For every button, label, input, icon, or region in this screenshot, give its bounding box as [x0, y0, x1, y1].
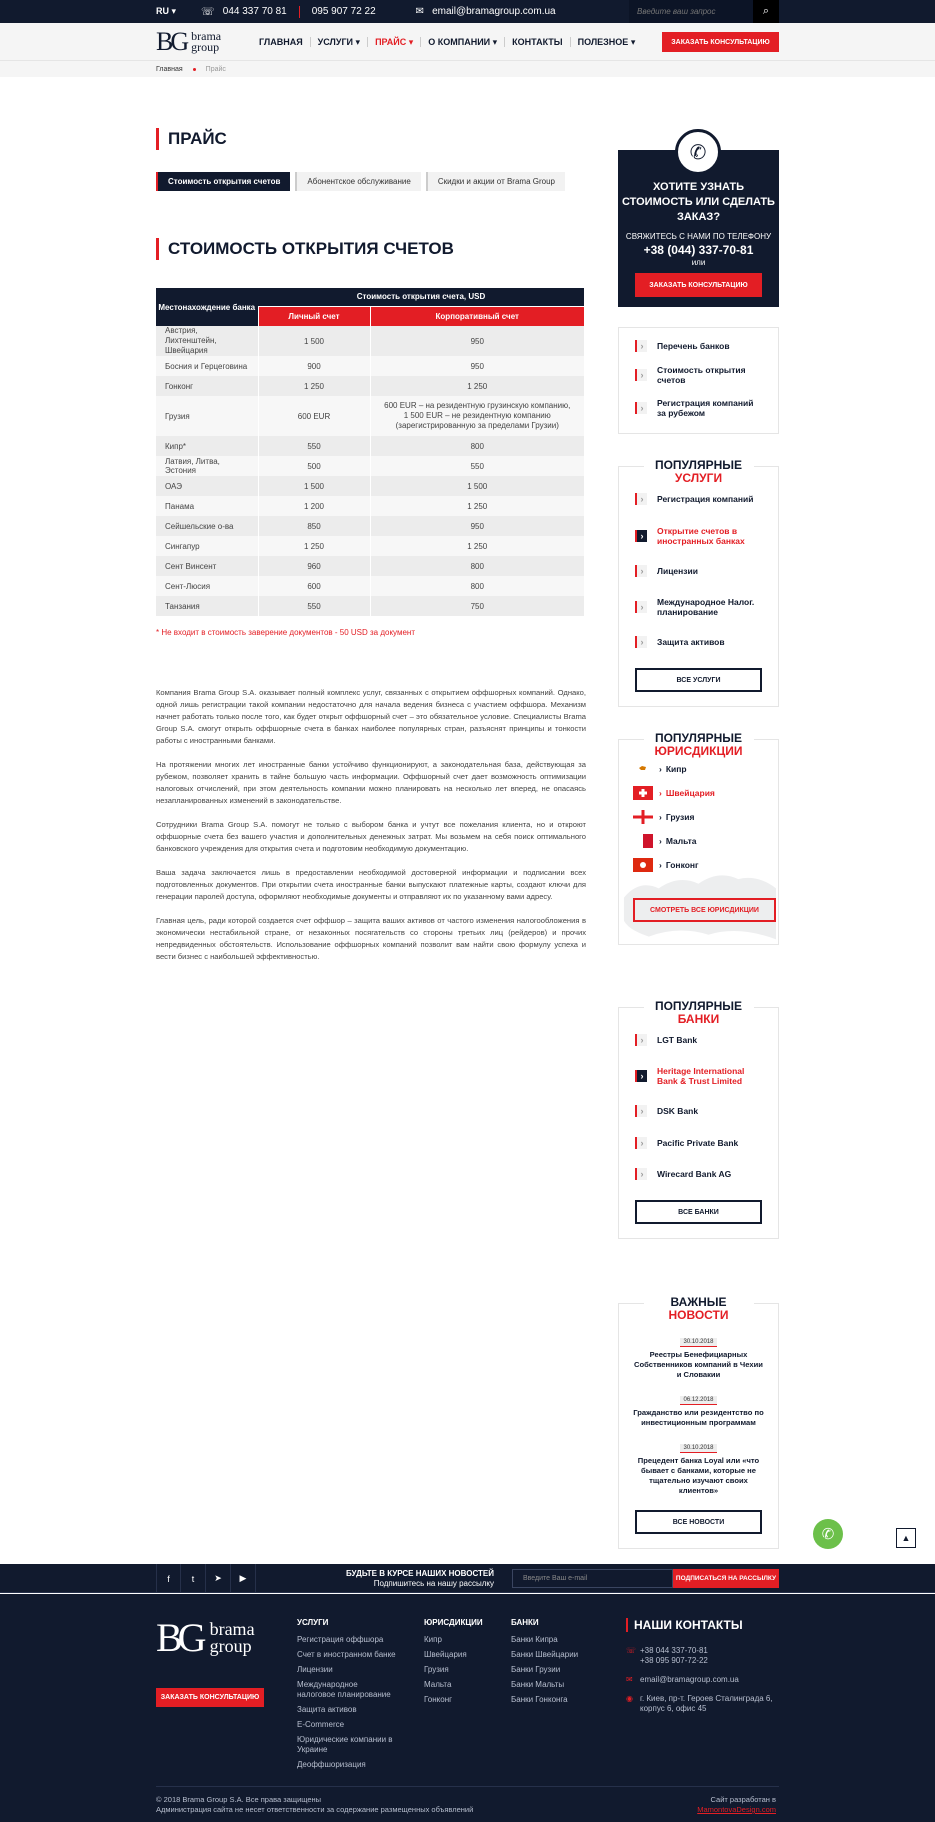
- col-personal-header: Личный счет: [258, 306, 370, 326]
- news-date: 30.10.2018: [680, 1444, 716, 1453]
- news-headline[interactable]: Гражданство или резидентство по инвестиционным программам: [633, 1408, 764, 1427]
- footer-consultation-button[interactable]: ЗАКАЗАТЬ КОНСУЛЬТАЦИЮ: [156, 1688, 264, 1707]
- chevron-right-icon: ›: [635, 565, 647, 577]
- table-row: [156, 516, 584, 536]
- breadcrumb-separator: [193, 68, 196, 71]
- popular-banks-title: ПОПУЛЯРНЫЕ БАНКИ: [644, 1000, 754, 1026]
- footer: [0, 1594, 935, 1822]
- cell-personal: 1 250: [258, 376, 370, 396]
- footer-link[interactable]: Юридические компании в Украине: [297, 1735, 393, 1754]
- side-link-registration[interactable]: › Регистрация компаний за рубежом: [635, 398, 762, 418]
- cell-location: Панама: [156, 496, 258, 516]
- side-link-account-cost[interactable]: › Стоимость открытия счетов: [635, 365, 762, 385]
- cell-location: ОАЭ: [156, 476, 258, 496]
- footer-link[interactable]: Счет в иностранном банке: [297, 1650, 396, 1659]
- cell-corporate: 1 250: [370, 496, 584, 516]
- footer-link[interactable]: Гонконг: [424, 1695, 453, 1704]
- service-item[interactable]: › Международное Налог. планирование: [635, 597, 762, 617]
- cell-corporate: 1 500: [370, 476, 584, 496]
- order-consultation-button[interactable]: ЗАКАЗАТЬ КОНСУЛЬТАЦИЮ: [662, 32, 779, 52]
- menu: [252, 37, 642, 47]
- popular-jurisdictions-box: [618, 731, 779, 945]
- footer-services: [297, 1618, 397, 1775]
- cyprus-flag-icon: [633, 762, 653, 776]
- chevron-right-icon: ›: [635, 340, 647, 352]
- col-corporate-header: Корпоративный счет: [370, 306, 584, 326]
- phone-2[interactable]: 095 907 72 22: [311, 6, 376, 17]
- telegram-icon[interactable]: ➤: [206, 1564, 231, 1593]
- news-date: 30.10.2018: [680, 1338, 716, 1347]
- footer-link[interactable]: Банки Кипра: [511, 1635, 558, 1644]
- youtube-icon[interactable]: ▶: [231, 1564, 256, 1593]
- chevron-right-icon: ›: [635, 402, 647, 414]
- table-row: [156, 556, 584, 576]
- table-row: [156, 436, 584, 456]
- nav-item-contacts[interactable]: КОНТАКТЫ: [505, 37, 570, 47]
- all-services-button[interactable]: ВСЕ УСЛУГИ: [635, 668, 762, 692]
- footer-address: ◉ г. Киев, пр-т. Героев Сталинграда 6, корпус 6, офис 45: [626, 1694, 773, 1713]
- table-row: [156, 376, 584, 396]
- cell-corporate: 800: [370, 556, 584, 576]
- bank-item[interactable]: › LGT Bank: [635, 1034, 762, 1046]
- footer-link[interactable]: Деоффшоризация: [297, 1760, 366, 1769]
- phone-icon: ☏: [201, 6, 215, 18]
- service-item-active[interactable]: › Открытие счетов в иностранных банках: [635, 526, 762, 546]
- copyright: © 2018 Brama Group S.A. Все права защищены Администрация сайта не несет ответственности за содержание размещенных объявлений: [156, 1795, 474, 1814]
- cell-corporate: 950: [370, 516, 584, 536]
- table-row: [156, 356, 584, 376]
- footer-logo[interactable]: [156, 1615, 255, 1660]
- search-button[interactable]: [753, 0, 779, 23]
- developer-link[interactable]: MamontovaDesign.com: [697, 1805, 776, 1814]
- twitter-icon[interactable]: t: [181, 1564, 206, 1593]
- jurisdiction-cyprus[interactable]: › Кипр: [633, 762, 764, 776]
- cell-corporate: 750: [370, 596, 584, 616]
- malta-flag-icon: [633, 834, 653, 848]
- scroll-to-top-button[interactable]: [896, 1528, 916, 1548]
- cell-personal: 600: [258, 576, 370, 596]
- footer-link[interactable]: Защита активов: [297, 1705, 357, 1714]
- table-row: [156, 536, 584, 556]
- side-links-box: [618, 327, 779, 434]
- chevron-right-icon: ›: [635, 1105, 647, 1117]
- footer-jurisdictions: [424, 1618, 504, 1710]
- mail-icon: ✉: [626, 1675, 633, 1684]
- cell-personal: 850: [258, 516, 370, 536]
- mail-icon: ✉: [415, 6, 425, 17]
- nav-item-home[interactable]: ГЛАВНАЯ: [252, 37, 311, 47]
- cta-consultation-button[interactable]: ЗАКАЗАТЬ КОНСУЛЬТАЦИЮ: [635, 273, 762, 297]
- cell-personal: 500: [258, 456, 370, 476]
- cta-title: ХОТИТЕ УЗНАТЬ СТОИМОСТЬ ИЛИ СДЕЛАТЬ ЗАКАЗ?: [622, 181, 775, 223]
- chevron-right-icon: ›: [635, 636, 647, 648]
- nav-item-price[interactable]: ПРАЙС ▾: [368, 37, 421, 47]
- breadcrumb: [0, 61, 935, 77]
- facebook-icon[interactable]: f: [156, 1564, 181, 1593]
- footer-link[interactable]: Банки Швейцарии: [511, 1650, 579, 1659]
- footer-link[interactable]: Международное налоговое планирование: [297, 1680, 391, 1699]
- news-headline[interactable]: Реестры Бенефициарных Собственников компаний в Чехии и Словакии: [634, 1350, 763, 1379]
- cell-location: Кипр*: [156, 436, 258, 456]
- table-row: [156, 596, 584, 616]
- col-location-header: Местонахождение банка: [156, 288, 258, 326]
- cell-corporate: 600 EUR – на резидентную грузинскую компанию, 1 500 EUR – не резидентную компанию (зарегистрированную за пределами Грузии): [370, 396, 584, 436]
- search-icon: ⌕: [762, 5, 770, 17]
- popular-services-box: [618, 458, 779, 707]
- footer-link[interactable]: Банки Грузии: [511, 1665, 561, 1674]
- footer-services-heading: УСЛУГИ: [297, 1618, 329, 1627]
- cell-location: Сент Винсент: [156, 556, 258, 576]
- footer-banks-heading: БАНКИ: [511, 1618, 539, 1627]
- cell-personal: 960: [258, 556, 370, 576]
- popular-banks-box: [618, 999, 779, 1239]
- tab-account-cost[interactable]: Стоимость открытия счетов: [156, 172, 290, 191]
- nav-item-about[interactable]: О КОМПАНИИ ▾: [421, 37, 505, 47]
- cell-personal: 550: [258, 596, 370, 616]
- georgia-flag-icon: [633, 810, 653, 824]
- table-row: [156, 326, 584, 356]
- chevron-up-icon: ▲: [901, 1533, 911, 1543]
- footer-link[interactable]: Швейцария: [424, 1650, 467, 1659]
- cell-corporate: 1 250: [370, 376, 584, 396]
- logo-text: brama group: [209, 1619, 255, 1656]
- breadcrumb-home[interactable]: Главная: [156, 65, 183, 73]
- footer-banks: [511, 1618, 601, 1710]
- footer-contacts: [626, 1618, 786, 1723]
- news-item[interactable]: [633, 1436, 764, 1496]
- jurisdiction-switzerland[interactable]: › Швейцария: [633, 786, 764, 800]
- cell-location: Танзания: [156, 596, 258, 616]
- search-input[interactable]: [629, 0, 753, 23]
- table-row: [156, 496, 584, 516]
- search-form: [629, 0, 779, 23]
- footer-link[interactable]: Кипр: [424, 1635, 442, 1644]
- bank-item-active[interactable]: › Heritage International Bank & Trust Limited: [635, 1066, 762, 1086]
- cell-location: Сингапур: [156, 536, 258, 556]
- footer-link[interactable]: Мальта: [424, 1680, 452, 1689]
- paragraph: Компания Brama Group S.A. оказывает полный комплекс услуг, связанных с открытием оффшорных компаний. Однако, одной лишь регистрации такой компании недостаточно для начала ведения бизнеса с участием оффшора. Механизм начнет работать только после того, как будет открыт оффшорный счет – это обязательное условие. Специалисты Brama Group S.A. смогут открыть оффшорные счета в банках наиболее популярных стран, разъяснят принципы и тонкости работы с иностранными банками.: [156, 688, 586, 745]
- cell-location: Гонконг: [156, 376, 258, 396]
- table-row: [156, 576, 584, 596]
- main-nav: [0, 23, 935, 61]
- location-icon: ◉: [626, 1694, 633, 1703]
- popular-services-title: ПОПУЛЯРНЫЕ УСЛУГИ: [644, 459, 754, 485]
- paragraph: Ваша задача заключается лишь в предоставлении необходимой достоверной информации и подписании всех подготовленных документов. При открытии счета иностранные банки выпускают платежные карты, создают ключи для генерации паролей доступа, оформляют необходимые документы и отправляют их по указанному вами адресу.: [156, 868, 586, 901]
- footer-jurisdictions-heading: ЮРИСДИКЦИИ: [424, 1618, 483, 1627]
- subscribe-bar: [0, 1564, 935, 1593]
- bank-item[interactable]: › DSK Bank: [635, 1105, 762, 1117]
- all-jurisdictions-button[interactable]: СМОТРЕТЬ ВСЕ ЮРИСДИКЦИИ: [633, 898, 776, 922]
- news-date: 06.12.2018: [680, 1396, 716, 1405]
- language-switcher[interactable]: RU ▾: [156, 6, 177, 16]
- cell-personal: 600 EUR: [258, 396, 370, 436]
- page-title: ПРАЙС: [156, 128, 586, 150]
- nav-item-useful[interactable]: ПОЛЕЗНОЕ ▾: [577, 37, 636, 47]
- footer-email[interactable]: ✉ email@bramagroup.com.ua: [626, 1675, 739, 1684]
- bank-item[interactable]: › Pacific Private Bank: [635, 1137, 762, 1149]
- cell-location: Латвия, Литва, Эстония: [156, 456, 258, 476]
- chevron-right-icon: ›: [635, 601, 647, 613]
- developer-credit: Сайт разработан в MamontovaDesign.com: [697, 1795, 776, 1814]
- call-back-button[interactable]: [813, 1519, 843, 1549]
- email-link[interactable]: ✉ email@bramagroup.com.ua: [415, 6, 556, 17]
- cell-personal: 550: [258, 436, 370, 456]
- phone-1[interactable]: ☏ 044 337 70 81: [201, 6, 287, 18]
- top-bar: [0, 0, 935, 23]
- news-title: ВАЖНЫЕ НОВОСТИ: [644, 1296, 754, 1322]
- hongkong-flag-icon: [633, 858, 653, 872]
- cta-subtitle: СВЯЖИТЕСЬ С НАМИ ПО ТЕЛЕФОНУ: [625, 232, 772, 241]
- logo[interactable]: [156, 29, 252, 55]
- footer-link[interactable]: E-Commerce: [297, 1720, 345, 1729]
- cell-personal: 1 200: [258, 496, 370, 516]
- article-text: [156, 687, 586, 963]
- footer-link[interactable]: Грузия: [424, 1665, 449, 1674]
- cell-corporate: 800: [370, 576, 584, 596]
- tab-discounts[interactable]: Скидки и акции от Brama Group: [426, 172, 565, 191]
- switzerland-flag-icon: [633, 786, 653, 800]
- footer-contacts-heading: НАШИ КОНТАКТЫ: [626, 1618, 786, 1632]
- phone-icon: ☏: [626, 1646, 637, 1655]
- cell-location: Австрия, Лихтенштейн, Швейцария: [156, 326, 258, 356]
- jurisdiction-malta[interactable]: › Мальта: [633, 834, 764, 848]
- all-banks-button[interactable]: ВСЕ БАНКИ: [635, 1200, 762, 1224]
- subscribe-email-input[interactable]: Введите Ваш e-mail: [512, 1569, 673, 1588]
- cell-location: Сент-Люсия: [156, 576, 258, 596]
- cell-corporate: 800: [370, 436, 584, 456]
- footer-phones[interactable]: ☏ +38 044 337-70-81 +38 095 907-72-22: [626, 1646, 708, 1665]
- cta-or: или: [691, 258, 706, 267]
- footer-link[interactable]: Регистрация оффшора: [297, 1635, 384, 1644]
- tabs: [156, 172, 586, 191]
- price-table: [156, 288, 584, 616]
- news-item[interactable]: [633, 1330, 764, 1380]
- chevron-right-icon: ›: [635, 530, 647, 542]
- table-row: [156, 456, 584, 476]
- cell-corporate: 1 250: [370, 536, 584, 556]
- cell-personal: 1 250: [258, 536, 370, 556]
- footer-divider: [156, 1786, 779, 1787]
- logo-text: brama group: [191, 29, 222, 54]
- nav-item-services[interactable]: УСЛУГИ ▾: [311, 37, 368, 47]
- section-title: СТОИМОСТЬ ОТКРЫТИЯ СЧЕТОВ: [156, 238, 586, 260]
- cta-phone[interactable]: +38 (044) 337-70-81: [643, 243, 754, 257]
- service-item[interactable]: › Лицензии: [635, 565, 762, 577]
- breadcrumb-current: Прайс: [205, 65, 226, 73]
- cell-location: Босния и Герцеговина: [156, 356, 258, 376]
- news-item[interactable]: [633, 1388, 764, 1428]
- popular-jurisdictions-title: ПОПУЛЯРНЫЕ ЮРИСДИКЦИИ: [644, 732, 754, 758]
- cell-personal: 1 500: [258, 326, 370, 356]
- chevron-right-icon: ›: [635, 1034, 647, 1046]
- service-item[interactable]: › Защита активов: [635, 636, 762, 648]
- side-link-banks[interactable]: › Перечень банков: [635, 340, 762, 352]
- all-news-button[interactable]: ВСЕ НОВОСТИ: [635, 1510, 762, 1534]
- cell-corporate: 550: [370, 456, 584, 476]
- footer-link[interactable]: Лицензии: [297, 1665, 333, 1674]
- logo-mark: BG: [156, 27, 187, 56]
- chevron-right-icon: ›: [635, 1070, 647, 1082]
- divider: [299, 6, 300, 18]
- phone-icon: ✆: [675, 129, 721, 175]
- subscribe-button[interactable]: ПОДПИСАТЬСЯ НА РАССЫЛКУ: [673, 1569, 779, 1588]
- paragraph: На протяжении многих лет иностранные банки устойчиво функционируют, а законодательная база, действующая за рубежом, позволяет хранить в тайне большую часть информации. Оффшорный счет дает возможность оптимизации налоговых отчислений, при этом деятельность компании можно планировать на несколько лет вперед, не опасаясь незапланированных изменений в законодательстве.: [156, 760, 586, 805]
- cell-corporate: 950: [370, 326, 584, 356]
- sidebar: [618, 141, 779, 1549]
- chevron-right-icon: ›: [635, 1137, 647, 1149]
- footer-link[interactable]: Банки Гонконга: [511, 1695, 568, 1704]
- paragraph: Сотрудники Brama Group S.A. помогут не только с выбором банка и учтут все пожелания клиента, но и откроют оффшорные счета без вашего участия и дополнительных денежных затрат. Мы возьмем на себя поиск оптимального банковского учреждения для открытия счета и подготовим необходимую документацию.: [156, 820, 586, 853]
- cell-location: Грузия: [156, 396, 258, 436]
- cell-location: Сейшельские о-ва: [156, 516, 258, 536]
- chevron-right-icon: ›: [635, 1168, 647, 1180]
- cta-box: [618, 141, 779, 307]
- col-cost-header: Стоимость открытия счета, USD: [258, 288, 584, 306]
- tab-subscription[interactable]: Абонентское обслуживание: [295, 172, 420, 191]
- bank-item[interactable]: › Wirecard Bank AG: [635, 1168, 762, 1180]
- jurisdiction-hongkong[interactable]: › Гонконг: [633, 858, 764, 872]
- table-row: [156, 396, 584, 436]
- service-item[interactable]: › Регистрация компаний: [635, 493, 762, 505]
- main-content: [156, 128, 586, 975]
- logo-mark: BG: [156, 1615, 202, 1660]
- cell-personal: 1 500: [258, 476, 370, 496]
- jurisdiction-georgia[interactable]: › Грузия: [633, 810, 764, 824]
- cell-personal: 900: [258, 356, 370, 376]
- footer-link[interactable]: Банки Мальты: [511, 1680, 565, 1689]
- cell-corporate: 950: [370, 356, 584, 376]
- news-box: [618, 1295, 779, 1549]
- news-headline[interactable]: Прецедент банка Loyal или «что бывает с банками, которые не тщательно изучают своих клиентов»: [637, 1456, 760, 1495]
- table-row: [156, 476, 584, 496]
- phone-icon: ✆: [821, 1526, 835, 1543]
- chevron-right-icon: ›: [635, 493, 647, 505]
- table-note: * Не входит в стоимость заверение документов - 50 USD за документ: [156, 628, 415, 637]
- chevron-right-icon: ›: [635, 369, 647, 381]
- paragraph: Главная цель, ради которой создается счет оффшор – защита ваших активов от частого изменения налогообложения в экономически нестабильной стране, от незаконных посягательств со стороны третьих лиц (рейдеров) и прочих непредвиденных обстоятельств. Использование оффшорных компаний позволит вам найти свою формулу успеха и вести бизнес с наибольшей эффективностью.: [156, 916, 586, 961]
- subscribe-text: БУДЬТЕ В КУРСЕ НАШИХ НОВОСТЕЙ Подпишитесь на нашу рассылку: [346, 1568, 494, 1588]
